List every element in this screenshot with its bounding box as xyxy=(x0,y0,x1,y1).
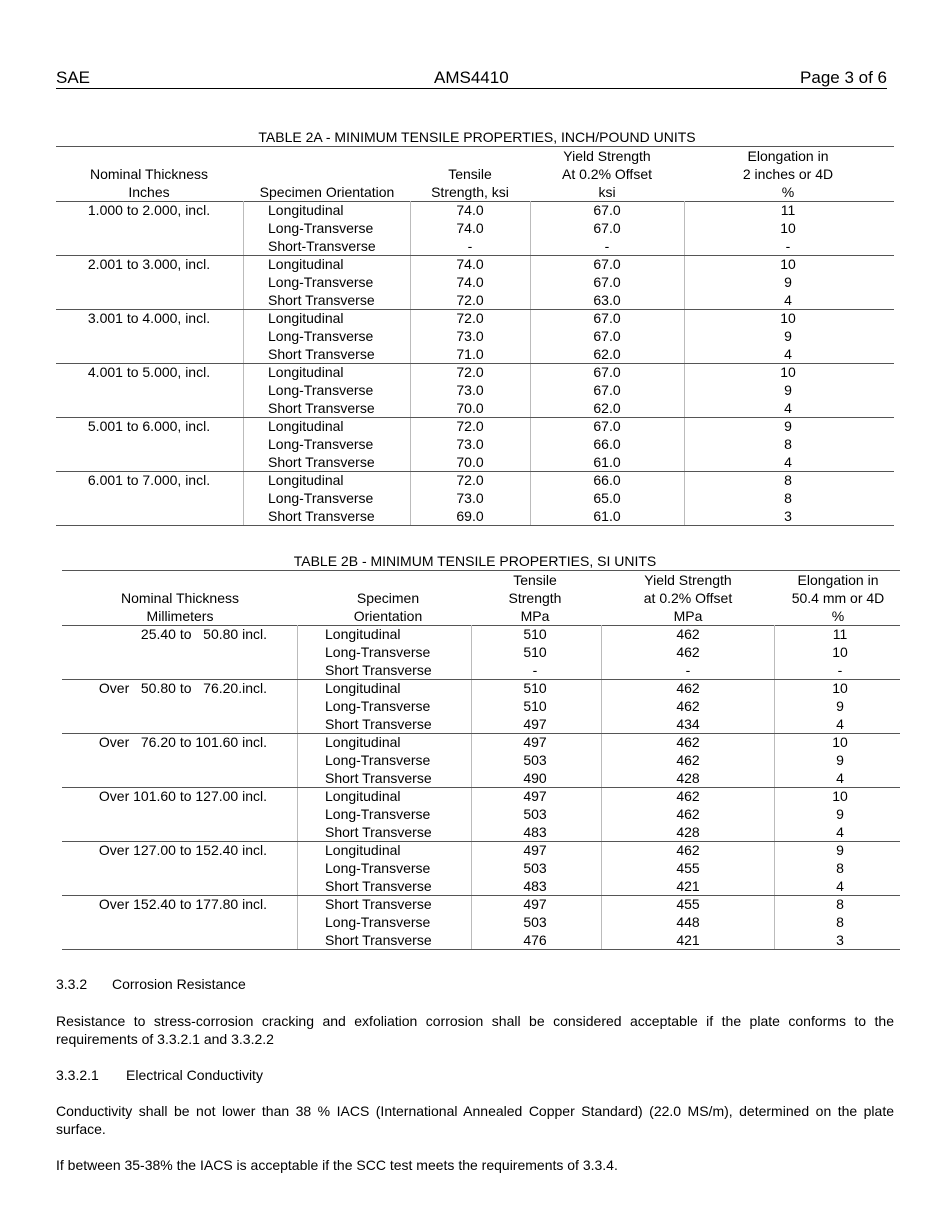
elongation-cell: 8 xyxy=(784,490,792,506)
yield-cell: 67.0 xyxy=(593,220,621,236)
column-header: Nominal Thickness xyxy=(89,166,209,182)
page-header xyxy=(56,68,887,89)
orientation-cell: Longitudinal xyxy=(268,310,344,326)
elongation-cell: - xyxy=(837,662,843,678)
elongation-cell: 9 xyxy=(836,842,844,858)
yield-cell: 67.0 xyxy=(593,274,621,290)
table-row xyxy=(56,417,894,435)
tensile-cell: 74.0 xyxy=(456,202,484,218)
tensile-cell: 503 xyxy=(523,860,547,876)
column-header: Tensile xyxy=(513,572,557,588)
yield-cell: 462 xyxy=(676,734,700,750)
orientation-cell: Short Transverse xyxy=(325,716,432,732)
orientation-cell: Longitudinal xyxy=(268,256,344,272)
elongation-cell: 4 xyxy=(836,824,844,840)
column-header: % xyxy=(781,184,795,200)
orientation-cell: Longitudinal xyxy=(325,734,401,750)
orientation-cell: Short Transverse xyxy=(268,454,375,470)
orientation-cell: Longitudinal xyxy=(268,472,344,488)
elongation-cell: 9 xyxy=(836,752,844,768)
elongation-cell: 4 xyxy=(836,716,844,732)
elongation-cell: 10 xyxy=(832,734,848,750)
thickness-cell: 6.001 to 7.000, incl. xyxy=(87,472,211,488)
yield-cell: 67.0 xyxy=(593,382,621,398)
elongation-cell: 9 xyxy=(836,698,844,714)
table-row xyxy=(62,823,900,841)
table-row xyxy=(62,913,900,931)
group-rule xyxy=(56,525,894,526)
column-header: Yield Strength xyxy=(644,572,732,588)
elongation-cell: 10 xyxy=(780,220,796,236)
column-header: ksi xyxy=(598,184,616,200)
tensile-cell: 497 xyxy=(523,842,547,858)
thickness-cell: Over 50.80 to 76.20.incl. xyxy=(98,680,267,696)
yield-cell: 63.0 xyxy=(593,292,621,308)
column-header: Inches xyxy=(128,184,170,200)
yield-cell: 66.0 xyxy=(593,472,621,488)
tensile-cell: 497 xyxy=(523,734,547,750)
header-row xyxy=(62,589,900,607)
elongation-cell: 9 xyxy=(784,274,792,290)
orientation-cell: Short Transverse xyxy=(268,508,375,524)
tensile-cell: 74.0 xyxy=(456,220,484,236)
yield-cell: 61.0 xyxy=(593,508,621,524)
orientation-cell: Longitudinal xyxy=(268,202,344,218)
table-row xyxy=(56,219,894,237)
elongation-cell: 9 xyxy=(784,328,792,344)
table-row xyxy=(56,201,894,219)
orientation-cell: Long-Transverse xyxy=(325,806,431,822)
tensile-cell: 510 xyxy=(523,698,547,714)
thickness-cell: 5.001 to 6.000, incl. xyxy=(87,418,211,434)
elongation-cell: 8 xyxy=(836,896,844,912)
orientation-cell: Short Transverse xyxy=(268,400,375,416)
tensile-cell: 72.0 xyxy=(456,364,484,380)
column-header: Strength xyxy=(508,590,562,606)
orientation-cell: Short Transverse xyxy=(325,770,432,786)
elongation-cell: 4 xyxy=(836,770,844,786)
elongation-cell: 10 xyxy=(832,680,848,696)
orientation-cell: Long-Transverse xyxy=(268,436,374,452)
orientation-cell: Long-Transverse xyxy=(268,220,374,236)
elongation-cell: 4 xyxy=(784,454,792,470)
tensile-cell: 71.0 xyxy=(456,346,484,362)
paragraph-3-3-2-1-scc: If between 35-38% the IACS is acceptable if the SCC test meets the requirements of 3.3.4. xyxy=(56,1157,618,1173)
table-row xyxy=(62,697,900,715)
column-header: Specimen xyxy=(356,590,420,606)
section-3-3-2-1-heading xyxy=(56,1066,894,1084)
yield-cell: - xyxy=(685,662,691,678)
orientation-cell: Short Transverse xyxy=(325,932,432,948)
tensile-cell: 490 xyxy=(523,770,547,786)
orientation-cell: Short Transverse xyxy=(268,292,375,308)
orientation-cell: Short Transverse xyxy=(325,662,432,678)
yield-cell: 455 xyxy=(676,896,700,912)
yield-cell: 462 xyxy=(676,626,700,642)
thickness-cell: Over 127.00 to 152.40 incl. xyxy=(98,842,267,858)
paragraph-3-3-2-1-conductivity: Conductivity shall be not lower than 38 % IACS (International Annealed Copper Standard) (22.0 MS/m), determined on the plate surface. xyxy=(56,1103,894,1137)
table-row xyxy=(62,625,900,643)
column-header: Orientation xyxy=(353,608,423,624)
table-row xyxy=(62,877,900,895)
yield-cell: 462 xyxy=(676,806,700,822)
column-header: MPa xyxy=(520,608,550,624)
table-row xyxy=(62,931,900,949)
header-row xyxy=(56,147,894,165)
tensile-cell: 72.0 xyxy=(456,310,484,326)
orientation-cell: Longitudinal xyxy=(325,626,401,642)
elongation-cell: 10 xyxy=(780,256,796,272)
header-row xyxy=(62,571,900,589)
orientation-cell: Longitudinal xyxy=(325,788,401,804)
elongation-cell: 4 xyxy=(836,878,844,894)
yield-cell: 428 xyxy=(676,770,700,786)
thickness-cell: 1.000 to 2.000, incl. xyxy=(87,202,211,218)
tensile-cell: 72.0 xyxy=(456,418,484,434)
header-org: SAE xyxy=(56,68,91,87)
table-2a xyxy=(56,146,894,534)
yield-cell: 65.0 xyxy=(593,490,621,506)
yield-cell: 428 xyxy=(676,824,700,840)
yield-cell: 462 xyxy=(676,752,700,768)
elongation-cell: 10 xyxy=(780,364,796,380)
tensile-cell: 73.0 xyxy=(456,382,484,398)
table-row xyxy=(62,733,900,751)
tensile-cell: 73.0 xyxy=(456,436,484,452)
yield-cell: 462 xyxy=(676,698,700,714)
table-row xyxy=(56,327,894,345)
table-2b-caption: TABLE 2B - MINIMUM TENSILE PROPERTIES, SI UNITS xyxy=(293,553,657,569)
column-header: Tensile xyxy=(448,166,492,182)
column-header: Millimeters xyxy=(146,608,214,624)
tensile-cell: 510 xyxy=(523,680,547,696)
orientation-cell: Longitudinal xyxy=(268,418,344,434)
orientation-cell: Short Transverse xyxy=(325,878,432,894)
yield-cell: 421 xyxy=(676,932,700,948)
elongation-cell: 10 xyxy=(832,644,848,660)
table-row xyxy=(62,661,900,679)
thickness-cell: 4.001 to 5.000, incl. xyxy=(87,364,211,380)
header-row xyxy=(56,183,894,201)
tensile-cell: 73.0 xyxy=(456,490,484,506)
header-doc-number: AMS4410 xyxy=(434,68,509,87)
thickness-cell: 3.001 to 4.000, incl. xyxy=(87,310,211,326)
table-row xyxy=(56,291,894,309)
section-title: Corrosion Resistance xyxy=(112,976,246,992)
orientation-cell: Long-Transverse xyxy=(268,382,374,398)
yield-cell: 462 xyxy=(676,680,700,696)
table-row xyxy=(56,453,894,471)
header-row xyxy=(62,607,900,625)
orientation-cell: Long-Transverse xyxy=(325,752,431,768)
orientation-cell: Short Transverse xyxy=(325,824,432,840)
orientation-cell: Longitudinal xyxy=(268,364,344,380)
yield-cell: 455 xyxy=(676,860,700,876)
elongation-cell: 8 xyxy=(784,436,792,452)
header-page-number: Page 3 of 6 xyxy=(800,68,887,87)
orientation-cell: Long-Transverse xyxy=(325,644,431,660)
elongation-cell: 9 xyxy=(784,382,792,398)
tensile-cell: 70.0 xyxy=(456,454,484,470)
tensile-cell: 510 xyxy=(523,626,547,642)
elongation-cell: 4 xyxy=(784,400,792,416)
tensile-cell: 497 xyxy=(523,896,547,912)
column-header: Nominal Thickness xyxy=(120,590,240,606)
elongation-cell: 3 xyxy=(836,932,844,948)
header-row xyxy=(56,165,894,183)
column-header: Yield Strength xyxy=(563,148,651,164)
tensile-cell: 483 xyxy=(523,878,547,894)
table-row xyxy=(62,643,900,661)
tensile-cell: 73.0 xyxy=(456,328,484,344)
tensile-cell: 476 xyxy=(523,932,547,948)
section-3-3-2-heading xyxy=(56,975,894,993)
table-row xyxy=(56,237,894,255)
table-row xyxy=(56,471,894,489)
column-header: At 0.2% Offset xyxy=(561,166,653,182)
orientation-cell: Long-Transverse xyxy=(268,274,374,290)
orientation-cell: Longitudinal xyxy=(325,680,401,696)
orientation-cell: Long-Transverse xyxy=(268,328,374,344)
section-number: 3.3.2 xyxy=(56,976,88,992)
tensile-cell: 74.0 xyxy=(456,274,484,290)
table-row xyxy=(56,363,894,381)
table-2a-caption: TABLE 2A - MINIMUM TENSILE PROPERTIES, INCH/POUND UNITS xyxy=(258,129,696,145)
yield-cell: 67.0 xyxy=(593,310,621,326)
column-header: % xyxy=(831,608,845,624)
yield-cell: 421 xyxy=(676,878,700,894)
elongation-cell: 10 xyxy=(780,310,796,326)
table-row xyxy=(62,787,900,805)
orientation-cell: Short Transverse xyxy=(325,896,432,912)
yield-cell: 67.0 xyxy=(593,256,621,272)
tensile-cell: 69.0 xyxy=(456,508,484,524)
table-row xyxy=(62,841,900,859)
table-row xyxy=(56,273,894,291)
yield-cell: 66.0 xyxy=(593,436,621,452)
orientation-cell: Long-Transverse xyxy=(325,698,431,714)
yield-cell: 448 xyxy=(676,914,700,930)
table-row xyxy=(56,435,894,453)
column-header: Strength, ksi xyxy=(431,184,509,200)
table-row xyxy=(56,309,894,327)
tensile-cell: 497 xyxy=(523,788,547,804)
thickness-cell: 25.40 to 50.80 incl. xyxy=(140,626,267,642)
column-header: 2 inches or 4D xyxy=(742,166,834,182)
column-header: at 0.2% Offset xyxy=(643,590,733,606)
orientation-cell: Long-Transverse xyxy=(268,490,374,506)
yield-cell: 462 xyxy=(676,644,700,660)
orientation-cell: Long-Transverse xyxy=(325,860,431,876)
table-row xyxy=(56,399,894,417)
table-row xyxy=(62,859,900,877)
elongation-cell: 3 xyxy=(784,508,792,524)
elongation-cell: 10 xyxy=(832,788,848,804)
yield-cell: 67.0 xyxy=(593,418,621,434)
yield-cell: 67.0 xyxy=(593,364,621,380)
table-row xyxy=(62,769,900,787)
yield-cell: 62.0 xyxy=(593,400,621,416)
elongation-cell: 8 xyxy=(836,860,844,876)
thickness-cell: Over 76.20 to 101.60 incl. xyxy=(98,734,267,750)
yield-cell: 462 xyxy=(676,788,700,804)
tensile-cell: - xyxy=(532,662,538,678)
table-row xyxy=(56,489,894,507)
yield-cell: 462 xyxy=(676,842,700,858)
column-header: Elongation in xyxy=(747,148,829,164)
column-header: 50.4 mm or 4D xyxy=(791,590,885,606)
yield-cell: 61.0 xyxy=(593,454,621,470)
group-rule xyxy=(62,949,900,950)
tensile-cell: 72.0 xyxy=(456,292,484,308)
thickness-cell: Over 152.40 to 177.80 incl. xyxy=(98,896,267,912)
elongation-cell: 9 xyxy=(784,418,792,434)
elongation-cell: 8 xyxy=(784,472,792,488)
tensile-cell: 72.0 xyxy=(456,472,484,488)
yield-cell: 67.0 xyxy=(593,202,621,218)
table-2b xyxy=(62,570,900,958)
orientation-cell: Short-Transverse xyxy=(268,238,376,254)
elongation-cell: 11 xyxy=(832,626,848,642)
tensile-cell: 74.0 xyxy=(456,256,484,272)
tensile-cell: 503 xyxy=(523,914,547,930)
elongation-cell: 11 xyxy=(780,202,796,218)
yield-cell: 67.0 xyxy=(593,328,621,344)
table-row xyxy=(56,381,894,399)
column-header: Specimen Orientation xyxy=(259,184,395,200)
section-title: Electrical Conductivity xyxy=(126,1067,263,1083)
column-header: MPa xyxy=(673,608,703,624)
table-row xyxy=(56,507,894,525)
elongation-cell: 4 xyxy=(784,346,792,362)
tensile-cell: - xyxy=(467,238,473,254)
elongation-cell: - xyxy=(785,238,791,254)
table-row xyxy=(62,805,900,823)
tensile-cell: 70.0 xyxy=(456,400,484,416)
yield-cell: 434 xyxy=(676,716,700,732)
section-number: 3.3.2.1 xyxy=(56,1067,99,1083)
elongation-cell: 9 xyxy=(836,806,844,822)
elongation-cell: 4 xyxy=(784,292,792,308)
elongation-cell: 8 xyxy=(836,914,844,930)
thickness-cell: 2.001 to 3.000, incl. xyxy=(87,256,211,272)
table-row xyxy=(56,255,894,273)
table-row xyxy=(62,715,900,733)
yield-cell: - xyxy=(604,238,610,254)
tensile-cell: 503 xyxy=(523,752,547,768)
tensile-cell: 497 xyxy=(523,716,547,732)
table-row xyxy=(56,345,894,363)
tensile-cell: 510 xyxy=(523,644,547,660)
orientation-cell: Long-Transverse xyxy=(325,914,431,930)
table-row xyxy=(62,751,900,769)
table-row xyxy=(62,679,900,697)
orientation-cell: Short Transverse xyxy=(268,346,375,362)
paragraph-3-3-2: Resistance to stress-corrosion cracking and exfoliation corrosion shall be considered acceptable if the plate conforms to the requirements of 3.3.2.1 and 3.3.2.2 xyxy=(56,1013,894,1047)
tensile-cell: 503 xyxy=(523,806,547,822)
thickness-cell: Over 101.60 to 127.00 incl. xyxy=(98,788,267,804)
tensile-cell: 483 xyxy=(523,824,547,840)
yield-cell: 62.0 xyxy=(593,346,621,362)
table-row xyxy=(62,895,900,913)
orientation-cell: Longitudinal xyxy=(325,842,401,858)
column-header: Elongation in xyxy=(797,572,879,588)
